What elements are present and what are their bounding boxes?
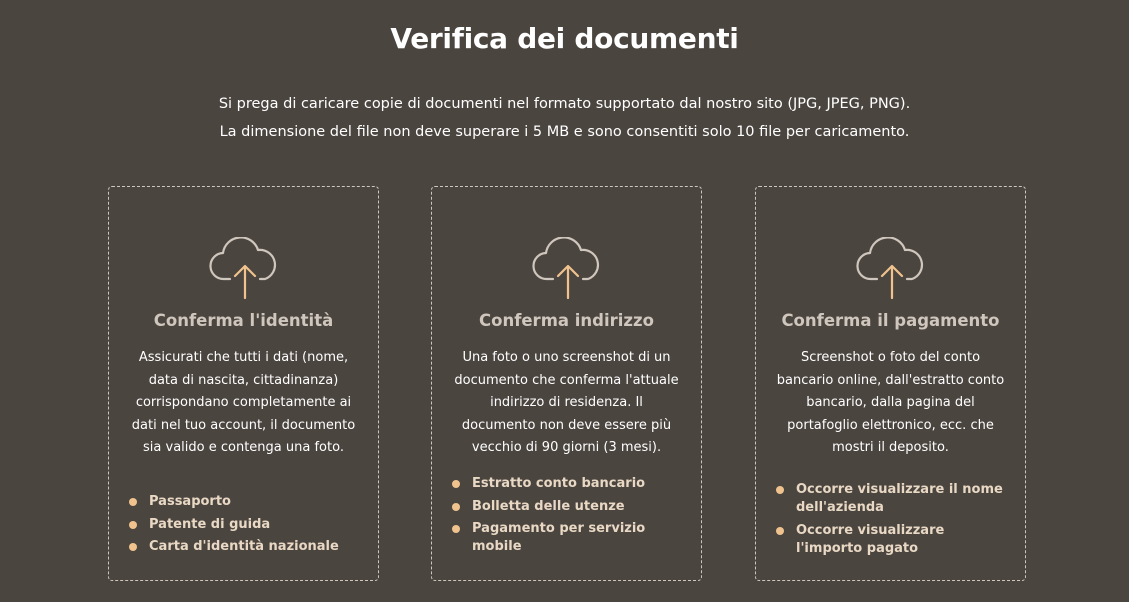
list-item: Estratto conto bancario bbox=[452, 475, 689, 493]
list-item: Pagamento per servizio mobile bbox=[452, 520, 689, 556]
upload-card-address[interactable] bbox=[431, 186, 702, 581]
card-title: Conferma indirizzo bbox=[479, 311, 654, 330]
list-item: Patente di guida bbox=[129, 516, 366, 534]
cloud-upload-icon[interactable] bbox=[855, 237, 929, 299]
upload-card-identity[interactable] bbox=[108, 186, 379, 581]
page-title: Verifica dei documenti bbox=[390, 22, 739, 55]
card-description: Una foto o uno screenshot di un documento che conferma l'attuale indirizzo di residenza. Il documento non deve essere più vecchio di 90 giorni (3 mesi). bbox=[454, 350, 679, 455]
intro-text bbox=[0, 90, 1129, 146]
card-title: Conferma l'identità bbox=[153, 311, 334, 330]
document-list bbox=[776, 481, 1013, 562]
intro-line-1: Si prega di caricare copie di documenti nel formato supportato dal nostro sito (JPG, JPEG, PNG). bbox=[218, 96, 911, 112]
list-item: Occorre visualizzare il nome dell'azienda bbox=[776, 481, 1013, 517]
upload-card-payment[interactable] bbox=[755, 186, 1026, 581]
intro-line-2: La dimensione del file non deve superare i 5 MB e sono consentiti solo 10 file per caricamento. bbox=[219, 124, 910, 140]
card-description: Screenshot o foto del conto bancario online, dall'estratto conto bancario, dalla pagina del portafoglio elettronico, ecc. che mostri il deposito. bbox=[776, 350, 1005, 455]
list-item: Passaporto bbox=[129, 493, 366, 511]
document-list bbox=[129, 493, 366, 561]
list-item: Bolletta delle utenze bbox=[452, 498, 689, 516]
list-item: Carta d'identità nazionale bbox=[129, 538, 366, 556]
cloud-upload-icon[interactable] bbox=[531, 237, 605, 299]
list-item: Occorre visualizzare l'importo pagato bbox=[776, 522, 1013, 558]
card-title: Conferma il pagamento bbox=[781, 311, 1000, 330]
cloud-upload-icon[interactable] bbox=[208, 237, 282, 299]
card-description: Assicurati che tutti i dati (nome, data di nascita, cittadinanza) corrispondano completamente ai dati nel tuo account, il documento sia valido e contenga una foto. bbox=[131, 350, 356, 455]
document-list bbox=[452, 475, 689, 561]
